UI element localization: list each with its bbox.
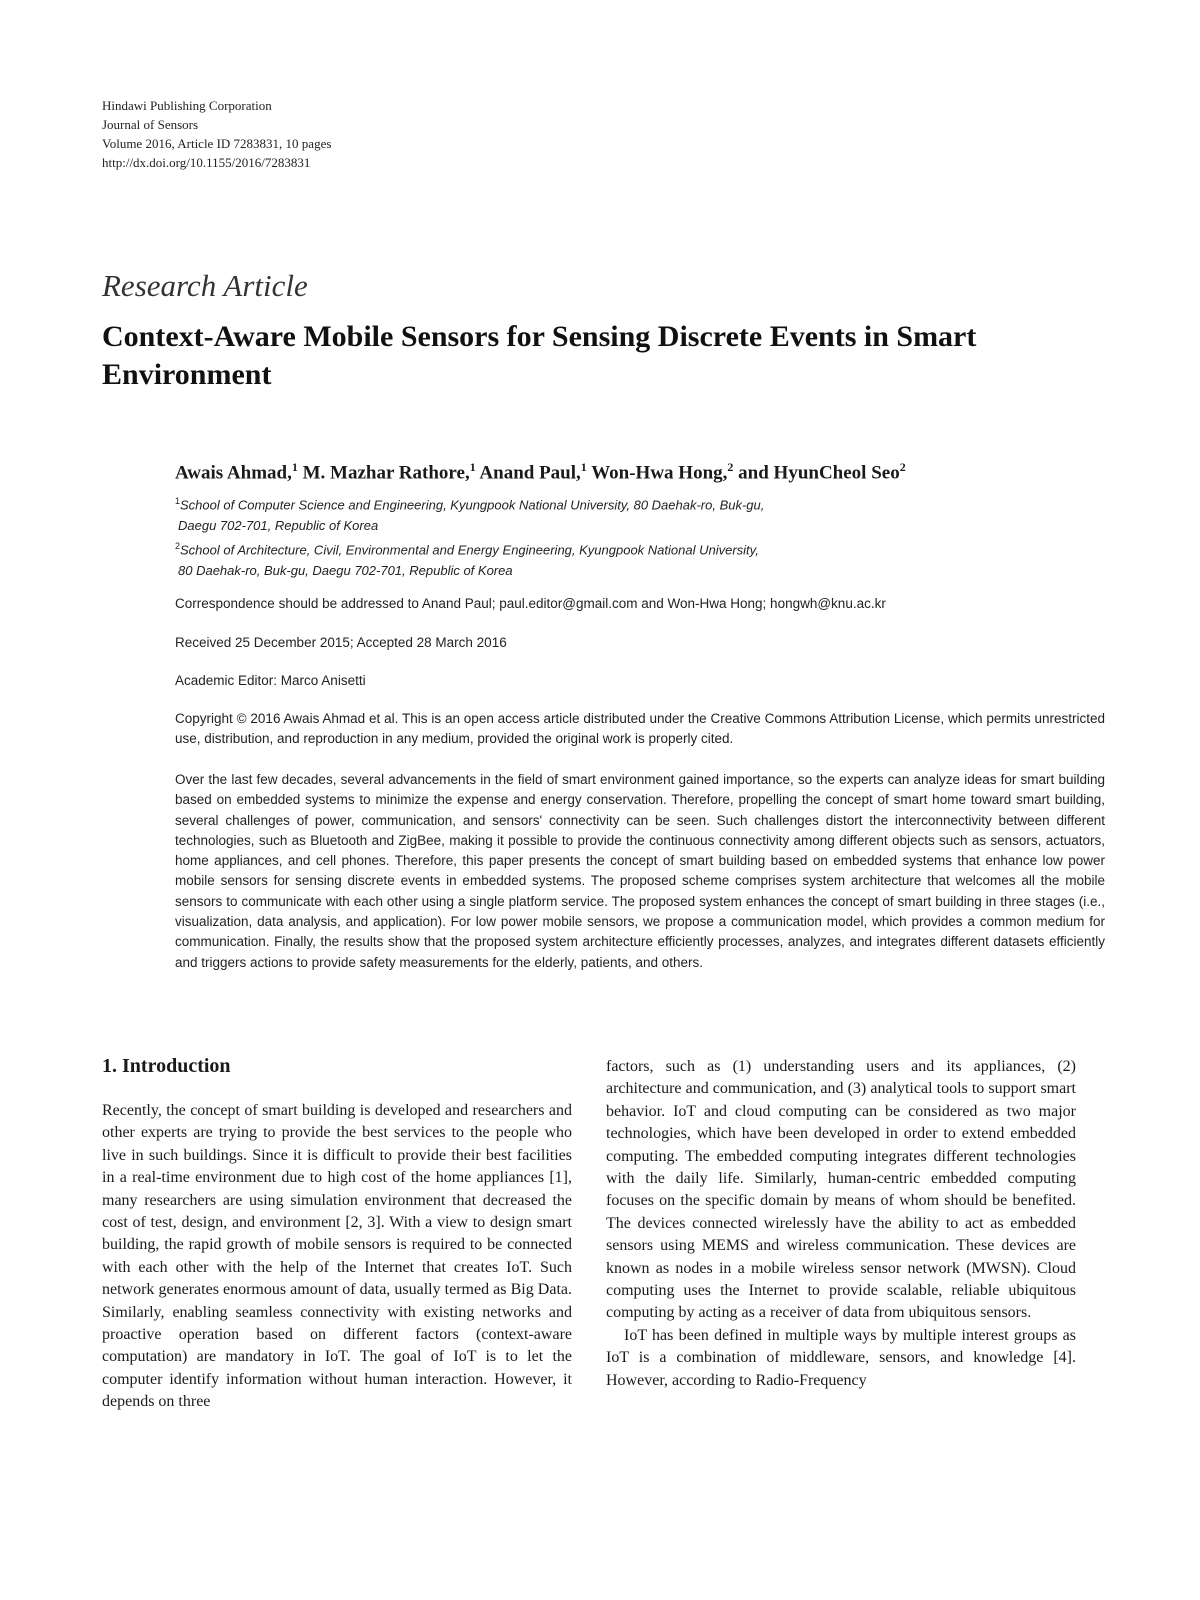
academic-editor: Academic Editor: Marco Anisetti: [175, 673, 366, 688]
author-affiliation-mark: 1: [469, 460, 476, 474]
journal-name: Journal of Sensors: [102, 117, 199, 132]
received-accepted-dates: Received 25 December 2015; Accepted 28 March 2016: [175, 635, 507, 650]
author-name: Won-Hwa Hong,: [591, 462, 728, 484]
affiliation-mark: 2: [175, 541, 181, 551]
body-paragraph: Recently, the concept of smart building is developed and researchers and other experts are trying to provide the best services to the people who live in such buildings. Since it is difficult to provide their best facilities in a real-time environment due to high cost of the home appliances [1], many researchers are using simulation environment that decreased the cost of test, design, and environment [2, 3]. With a view to design smart building, the rapid growth of mobile sensors is required to be connected with each other with the help of the Internet that creates IoT. Such network generates enormous amount of data, usually termed as Big Data. Similarly, enabling seamless connectivity with existing networks and proactive operation based on different factors (context-aware computation) are mandatory in IoT. The goal of IoT is to let the computer identify information without human interaction. However, it depends on three: [102, 1102, 572, 1411]
author-affiliation-mark: 1: [580, 460, 587, 474]
affiliation-mark: 1: [175, 496, 181, 506]
volume-line: Volume 2016, Article ID 7283831, 10 pages: [102, 136, 332, 151]
affiliation-line: Daegu 702-701, Republic of Korea: [178, 518, 379, 534]
affiliation-line: School of Architecture, Civil, Environmental and Energy Engineering, Kyungpook National University,: [180, 542, 759, 558]
abstract: Over the last few decades, several advancements in the field of smart environment gained importance, so the experts can analyze ideas for smart building based on embedded systems to minimize the expense and energy conservation. Therefore, propelling the concept of smart home toward smart building, several challenges of power, communication, and sensors' connectivity can be seen. Such challenges distort the interconnectivity between different technologies, such as Bluetooth and ZigBee, making it possible to provide the continuous connectivity among different objects such as sensors, actuators, home appliances, and cell phones. Therefore, this paper presents the concept of smart building based on embedded systems that enhance low power mobile sensors for sensing discrete events in embedded systems. The proposed scheme comprises system architecture that welcomes all the mobile sensors to communicate with each other using a single platform service. The proposed system enhances the concept of smart building in three stages (i.e., visualization, data analysis, and application). For low power mobile sensors, we propose a communication model, which provides a common medium for communication. Finally, the results show that the proposed system architecture efficiently processes, analyzes, and integrates different datasets efficiently and triggers actions to provide safety measurements for the elderly, patients, and others.: [175, 772, 1105, 970]
author-affiliation-mark: 2: [727, 460, 734, 474]
doi-link[interactable]: http://dx.doi.org/10.1155/2016/7283831: [102, 155, 311, 170]
author-affiliation-mark: 2: [899, 460, 906, 474]
author-affiliation-mark: 1: [291, 460, 298, 474]
correspondence: Correspondence should be addressed to Anand Paul; paul.editor@gmail.com and Won-Hwa Hong; hongwh@knu.ac.kr: [175, 596, 886, 611]
section-heading-introduction: 1. Introduction: [102, 1055, 231, 1077]
affiliation-1: [175, 491, 1105, 536]
author-name: Anand Paul,: [479, 462, 581, 484]
article-title: Context-Aware Mobile Sensors for Sensing Discrete Events in Smart Environment: [102, 320, 977, 391]
journal-info: [102, 96, 331, 172]
author-name: Awais Ahmad,: [175, 462, 292, 484]
body-column-left: [102, 1100, 572, 1414]
publisher: Hindawi Publishing Corporation: [102, 98, 272, 113]
author-name: and HyunCheol Seo: [738, 462, 900, 484]
author-list: [175, 460, 1105, 484]
body-column-right: [606, 1056, 1076, 1392]
affiliation-line: School of Computer Science and Engineering, Kyungpook National University, 80 Daehak-ro, Buk-gu,: [180, 497, 765, 513]
article-type: Research Article: [102, 268, 308, 303]
body-paragraph: factors, such as (1) understanding users and its appliances, (2) architecture and communication, and (3) analytical tools to support smart behavior. IoT and cloud computing can be considered as two major technologies, which have been developed in order to extend embedded computing. The embedded computing integrates different technologies with the daily life. Similarly, human-centric embedded computing focuses on the specific domain by means of whom should be benefited. The devices connected wirelessly have the ability to act as embedded sensors using MEMS and wireless communication. These devices are known as nodes in a mobile wireless sensor network (MWSN). Cloud computing uses the Internet to provide scalable, reliable ubiquitous computing by acting as a receiver of data from ubiquitous sensors.: [606, 1058, 1076, 1322]
body-paragraph: IoT has been defined in multiple ways by multiple interest groups as IoT is a combination of middleware, sensors, and knowledge [4]. However, according to Radio-Frequency: [606, 1326, 1076, 1389]
author-name: M. Mazhar Rathore,: [302, 462, 470, 484]
affiliation-2: [175, 536, 1105, 581]
affiliation-line: 80 Daehak-ro, Buk-gu, Daegu 702-701, Republic of Korea: [178, 563, 513, 579]
copyright-notice: Copyright © 2016 Awais Ahmad et al. This is an open access article distributed under the Creative Commons Attribution License, which permits unrestricted use, distribution, and reproduction in any medium, provided the original work is properly cited.: [175, 711, 1105, 746]
